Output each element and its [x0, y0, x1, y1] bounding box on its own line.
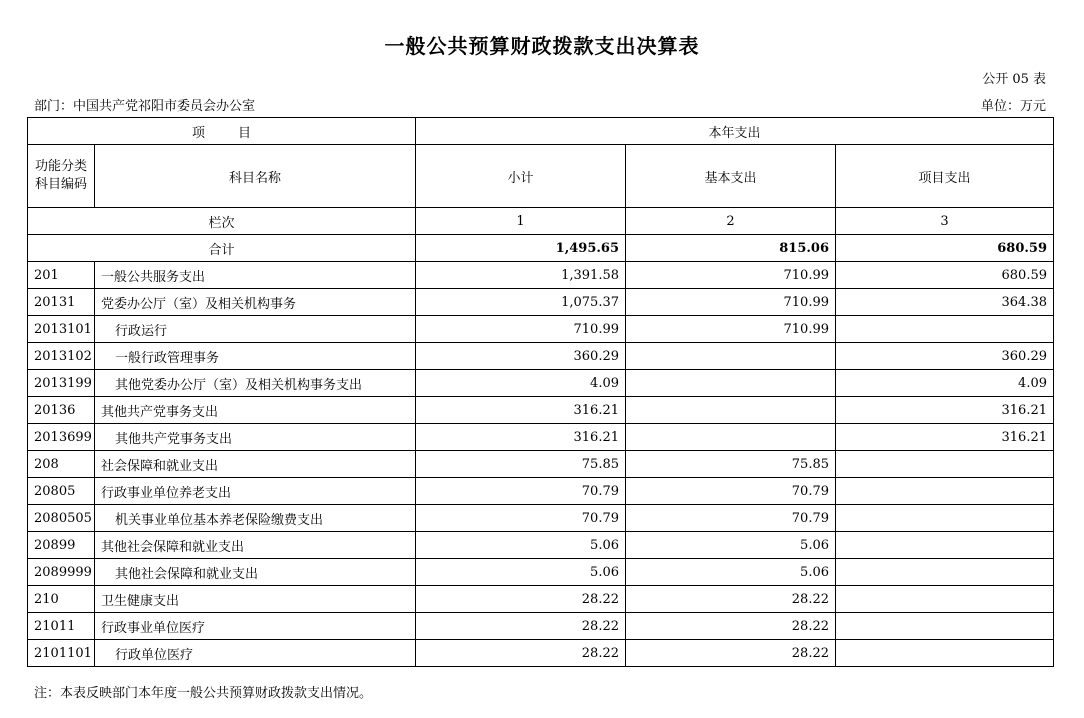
department-label: 部门：中国共产党祁阳市委员会办公室 [34, 99, 256, 114]
cell-basic [626, 343, 836, 370]
cell-code: 2089999 [28, 559, 95, 586]
cell-project: 680.59 [836, 262, 1054, 289]
column-no-2: 2 [626, 208, 836, 235]
cell-code: 2013101 [28, 316, 95, 343]
cell-basic [626, 397, 836, 424]
cell-subtotal: 4.09 [416, 370, 626, 397]
cell-subject-name: 行政事业单位医疗 [95, 613, 416, 640]
total-basic: 815.06 [626, 235, 836, 262]
cell-subtotal: 360.29 [416, 343, 626, 370]
cell-code: 20131 [28, 289, 95, 316]
cell-project [836, 451, 1054, 478]
cell-subtotal: 75.85 [416, 451, 626, 478]
column-no-1: 1 [416, 208, 626, 235]
footnote: 注：本表反映部门本年度一般公共预算财政拨款支出情况。 [34, 686, 373, 701]
cell-basic: 75.85 [626, 451, 836, 478]
cell-code: 2013102 [28, 343, 95, 370]
cell-code: 20136 [28, 397, 95, 424]
cell-subject-name: 其他社会保障和就业支出 [95, 532, 416, 559]
cell-basic: 710.99 [626, 262, 836, 289]
cell-basic: 5.06 [626, 559, 836, 586]
table-row [28, 559, 1054, 586]
unit-label: 单位：万元 [980, 99, 1046, 114]
cell-subject-name: 行政事业单位养老支出 [95, 478, 416, 505]
table-row [28, 397, 1054, 424]
cell-subject-name: 其他共产党事务支出 [95, 397, 416, 424]
cell-subject-name: 其他共产党事务支出 [95, 424, 416, 451]
column-number-row [28, 208, 1054, 235]
cell-project: 364.38 [836, 289, 1054, 316]
table-row [28, 532, 1054, 559]
header-items: 项 目 [28, 118, 416, 145]
cell-basic: 70.79 [626, 478, 836, 505]
table-row [28, 370, 1054, 397]
cell-project [836, 613, 1054, 640]
cell-code: 20805 [28, 478, 95, 505]
table-row [28, 262, 1054, 289]
cell-project [836, 640, 1054, 667]
cell-basic: 710.99 [626, 316, 836, 343]
column-no-3: 3 [836, 208, 1054, 235]
cell-project: 316.21 [836, 424, 1054, 451]
table-row [28, 478, 1054, 505]
cell-code: 208 [28, 451, 95, 478]
cell-subtotal: 1,391.58 [416, 262, 626, 289]
header-row-1 [28, 118, 1054, 145]
cell-project [836, 559, 1054, 586]
cell-subject-name: 一般行政管理事务 [95, 343, 416, 370]
table-row [28, 586, 1054, 613]
header-row-2 [28, 145, 1054, 208]
cell-subtotal: 1,075.37 [416, 289, 626, 316]
cell-subject-name: 机关事业单位基本养老保险缴费支出 [95, 505, 416, 532]
header-basic: 基本支出 [626, 145, 836, 208]
table-row [28, 451, 1054, 478]
cell-project [836, 505, 1054, 532]
cell-subject-name: 其他党委办公厅（室）及相关机构事务支出 [95, 370, 416, 397]
cell-subtotal: 5.06 [416, 559, 626, 586]
cell-subtotal: 70.79 [416, 505, 626, 532]
total-subtotal: 1,495.65 [416, 235, 626, 262]
expenditure-table [27, 117, 1054, 667]
cell-subtotal: 28.22 [416, 640, 626, 667]
cell-subject-name: 行政单位医疗 [95, 640, 416, 667]
cell-subtotal: 5.06 [416, 532, 626, 559]
cell-code: 20899 [28, 532, 95, 559]
total-project: 680.59 [836, 235, 1054, 262]
header-subject-name: 科目名称 [95, 145, 416, 208]
cell-project [836, 532, 1054, 559]
cell-subject-name: 社会保障和就业支出 [95, 451, 416, 478]
table-code: 公开 05 表 [982, 72, 1046, 87]
cell-basic: 28.22 [626, 586, 836, 613]
table-row [28, 343, 1054, 370]
cell-subject-name: 党委办公厅（室）及相关机构事务 [95, 289, 416, 316]
header-project: 项目支出 [836, 145, 1054, 208]
cell-basic [626, 424, 836, 451]
cell-subject-name: 一般公共服务支出 [95, 262, 416, 289]
total-label: 合计 [28, 235, 416, 262]
cell-project: 316.21 [836, 397, 1054, 424]
cell-code: 2101101 [28, 640, 95, 667]
table-row [28, 316, 1054, 343]
cell-basic: 5.06 [626, 532, 836, 559]
table-row [28, 613, 1054, 640]
header-current-year: 本年支出 [416, 118, 1054, 145]
cell-code: 2013199 [28, 370, 95, 397]
cell-project [836, 478, 1054, 505]
cell-basic: 70.79 [626, 505, 836, 532]
cell-subtotal: 316.21 [416, 424, 626, 451]
cell-code: 2013699 [28, 424, 95, 451]
cell-subject-name: 行政运行 [95, 316, 416, 343]
cell-subtotal: 710.99 [416, 316, 626, 343]
cell-subtotal: 316.21 [416, 397, 626, 424]
cell-code: 201 [28, 262, 95, 289]
cell-project: 4.09 [836, 370, 1054, 397]
header-subtotal: 小计 [416, 145, 626, 208]
cell-code: 210 [28, 586, 95, 613]
cell-subtotal: 70.79 [416, 478, 626, 505]
cell-project: 360.29 [836, 343, 1054, 370]
page-title: 一般公共预算财政拨款支出决算表 [384, 34, 700, 58]
cell-subject-name: 卫生健康支出 [95, 586, 416, 613]
table-row [28, 505, 1054, 532]
cell-basic: 28.22 [626, 613, 836, 640]
table-row [28, 640, 1054, 667]
cell-subject-name: 其他社会保障和就业支出 [95, 559, 416, 586]
cell-code: 2080505 [28, 505, 95, 532]
cell-code: 21011 [28, 613, 95, 640]
cell-basic: 28.22 [626, 640, 836, 667]
table-row [28, 424, 1054, 451]
cell-project [836, 586, 1054, 613]
cell-basic: 710.99 [626, 289, 836, 316]
cell-basic [626, 370, 836, 397]
cell-subtotal: 28.22 [416, 586, 626, 613]
column-no-label: 栏次 [28, 208, 416, 235]
total-row [28, 235, 1054, 262]
header-func-code: 功能分类科目编码 [28, 145, 95, 208]
table-row [28, 289, 1054, 316]
cell-project [836, 316, 1054, 343]
cell-subtotal: 28.22 [416, 613, 626, 640]
